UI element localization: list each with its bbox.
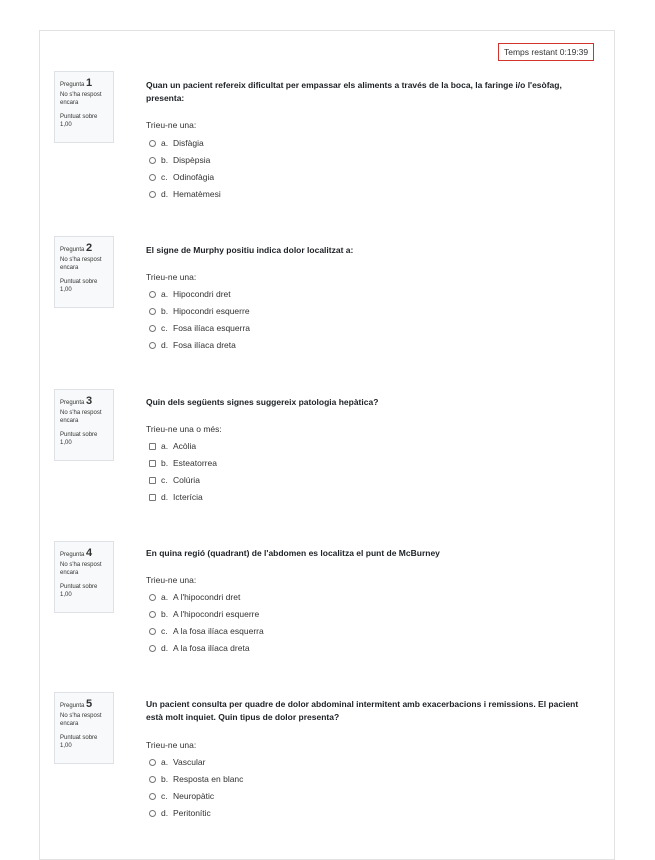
radio-button[interactable]: [149, 793, 156, 800]
option-3b[interactable]: [149, 457, 217, 469]
question-prefix: Pregunta: [60, 400, 85, 406]
option-label: A la fosa ilíaca esquerra: [173, 626, 264, 636]
question-state: No s'ha respost encara: [60, 410, 102, 425]
question-text-5: Un pacient consulta per quadre de dolor abdominal intermitent amb exacerbacions i remissions. El pacient està molt inquiet. Quin tipus de dolor presenta?: [146, 699, 579, 722]
option-label: Vascular: [173, 757, 206, 767]
radio-button[interactable]: [149, 611, 156, 618]
question-state: No s'ha respost encara: [60, 257, 102, 272]
option-letter: c.: [161, 791, 168, 801]
option-1b[interactable]: [149, 154, 210, 166]
option-5a[interactable]: [149, 756, 205, 768]
option-label: Esteatorrea: [173, 458, 217, 468]
question-info-3: [54, 389, 114, 461]
option-label: Disfàgia: [173, 138, 204, 148]
option-label: A l'hipocondri esquerre: [173, 609, 260, 619]
answer-prompt-2: Trieu-ne una:: [146, 272, 197, 282]
question-number: 3: [86, 395, 93, 407]
option-5d[interactable]: [149, 807, 211, 819]
option-letter: b.: [161, 609, 169, 619]
question-grade: Puntuat sobre 1,00: [60, 734, 98, 749]
quiz-card: [39, 30, 615, 860]
option-5b[interactable]: [149, 773, 243, 785]
option-letter: d.: [161, 643, 169, 653]
option-label: Resposta en blanc: [173, 774, 244, 784]
option-1a[interactable]: [149, 137, 204, 149]
checkbox[interactable]: [149, 494, 156, 501]
question-info-5: [54, 692, 114, 764]
radio-button[interactable]: [149, 594, 156, 601]
question-grade: Puntuat sobre 1,00: [60, 113, 98, 128]
checkbox[interactable]: [149, 477, 156, 484]
radio-button[interactable]: [149, 776, 156, 783]
radio-button[interactable]: [149, 628, 156, 635]
option-letter: a.: [161, 138, 169, 148]
question-state: No s'ha respost encara: [60, 92, 102, 107]
option-letter: a.: [161, 441, 169, 451]
question-state: No s'ha respost encara: [60, 562, 102, 577]
time-remaining: [498, 43, 594, 61]
option-1c[interactable]: [149, 171, 214, 183]
option-4a[interactable]: [149, 591, 240, 603]
question-prefix: Pregunta: [60, 552, 85, 558]
question-number: 1: [86, 77, 93, 89]
question-info-4: [54, 541, 114, 613]
question-info-2: [54, 236, 114, 308]
option-2a[interactable]: [149, 288, 231, 300]
option-4c[interactable]: [149, 625, 264, 637]
option-letter: c.: [161, 323, 168, 333]
radio-button[interactable]: [149, 308, 156, 315]
radio-button[interactable]: [149, 645, 156, 652]
option-letter: c.: [161, 172, 168, 182]
radio-button[interactable]: [149, 291, 156, 298]
option-label: A l'hipocondri dret: [173, 592, 241, 602]
option-label: Colúria: [173, 475, 200, 485]
option-4d[interactable]: [149, 642, 250, 654]
timer-label: Temps restant: [504, 47, 558, 57]
option-label: Hipocondri esquerre: [173, 306, 250, 316]
option-2d[interactable]: [149, 339, 236, 351]
option-label: Neuropàtic: [173, 791, 215, 801]
question-text-2: El signe de Murphy positiu indica dolor localitzat a:: [146, 245, 354, 255]
question-grade: Puntuat sobre 1,00: [60, 431, 98, 446]
question-prefix: Pregunta: [60, 82, 85, 88]
radio-button[interactable]: [149, 342, 156, 349]
option-letter: a.: [161, 757, 169, 767]
option-3d[interactable]: [149, 491, 203, 503]
option-label: Fosa ilíaca dreta: [173, 340, 236, 350]
radio-button[interactable]: [149, 325, 156, 332]
question-prefix: Pregunta: [60, 703, 85, 709]
option-3a[interactable]: [149, 440, 196, 452]
checkbox[interactable]: [149, 443, 156, 450]
answer-prompt-1: Trieu-ne una:: [146, 120, 197, 130]
question-text-3: Quin dels següents signes suggereix patologia hepàtica?: [146, 397, 379, 407]
question-info-1: [54, 71, 114, 143]
option-letter: b.: [161, 306, 169, 316]
radio-button[interactable]: [149, 157, 156, 164]
answer-prompt-3: Trieu-ne una o més:: [146, 424, 222, 434]
question-text-4: En quina regió (quadrant) de l'abdomen es localitza el punt de McBurney: [146, 548, 440, 558]
question-grade: Puntuat sobre 1,00: [60, 278, 98, 293]
option-3c[interactable]: [149, 474, 200, 486]
radio-button[interactable]: [149, 174, 156, 181]
radio-button[interactable]: [149, 759, 156, 766]
option-label: Dispèpsia: [173, 155, 211, 165]
question-number: 5: [86, 698, 93, 710]
timer-value: 0:19:39: [559, 47, 589, 57]
option-label: Odinofàgia: [173, 172, 215, 182]
option-label: Peritonític: [173, 808, 211, 818]
option-2c[interactable]: [149, 322, 250, 334]
option-label: Icterícia: [173, 492, 203, 502]
option-letter: b.: [161, 774, 169, 784]
question-text-1: Quan un pacient refereix dificultat per empassar els aliments a través de la boca, la faringe i/o l'esòfag, presenta:: [146, 80, 562, 103]
question-state: No s'ha respost encara: [60, 713, 102, 728]
answer-prompt-5: Trieu-ne una:: [146, 740, 197, 750]
option-letter: c.: [161, 475, 168, 485]
option-4b[interactable]: [149, 608, 259, 620]
option-label: Acòlia: [173, 441, 197, 451]
option-letter: d.: [161, 340, 169, 350]
radio-button[interactable]: [149, 810, 156, 817]
option-label: Hematèmesi: [173, 189, 221, 199]
radio-button[interactable]: [149, 191, 156, 198]
option-letter: b.: [161, 155, 169, 165]
option-letter: d.: [161, 189, 169, 199]
option-letter: d.: [161, 808, 169, 818]
radio-button[interactable]: [149, 140, 156, 147]
option-letter: b.: [161, 458, 169, 468]
option-1d[interactable]: [149, 188, 221, 200]
question-number: 2: [86, 242, 93, 254]
checkbox[interactable]: [149, 460, 156, 467]
question-prefix: Pregunta: [60, 247, 85, 253]
option-letter: c.: [161, 626, 168, 636]
option-label: A la fosa ilíaca dreta: [173, 643, 250, 653]
option-label: Hipocondri dret: [173, 289, 231, 299]
option-2b[interactable]: [149, 305, 250, 317]
question-grade: Puntuat sobre 1,00: [60, 583, 98, 598]
option-letter: a.: [161, 289, 169, 299]
option-label: Fosa ilíaca esquerra: [173, 323, 251, 333]
option-5c[interactable]: [149, 790, 214, 802]
question-number: 4: [86, 547, 93, 559]
option-letter: d.: [161, 492, 169, 502]
option-letter: a.: [161, 592, 169, 602]
answer-prompt-4: Trieu-ne una:: [146, 575, 197, 585]
